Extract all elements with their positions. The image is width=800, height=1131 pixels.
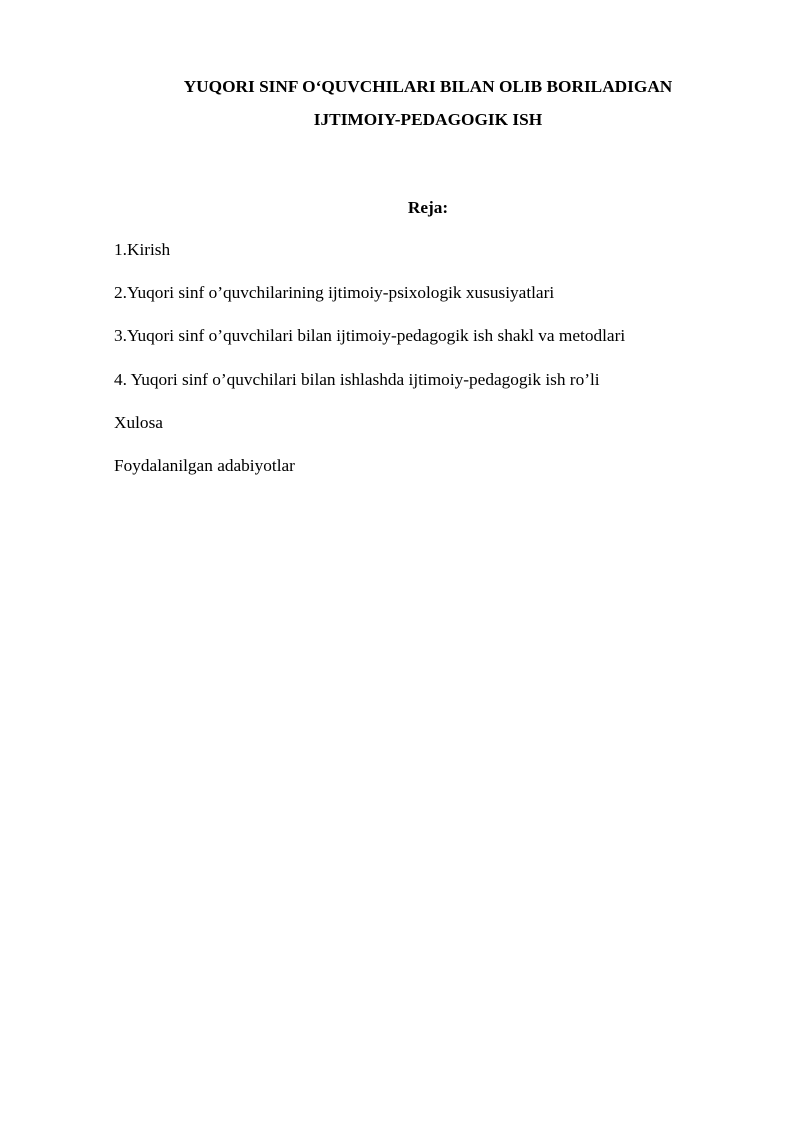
plan-item-introduction: 1.Kirish [114, 240, 171, 259]
plan-item-references: Foydalanilgan adabiyotlar [114, 455, 295, 475]
plan-item-psychological-features: 2.Yuqori sinf o’quvchilarining ijtimoiy-psixologik xususiyatlari [114, 283, 555, 303]
plan-item-role-of-social-pedagogical-work: 4. Yuqori sinf o’quvchilari bilan ishlashda ijtimoiy-pedagogik ish ro’li [114, 369, 600, 389]
plan-item-forms-and-methods: 3.Yuqori sinf o’quvchilari bilan ijtimoiy-pedagogik ish shakl va metodlari [114, 326, 626, 346]
plan-item-conclusion: Xulosa [114, 412, 163, 432]
plan-list [114, 239, 754, 498]
document-title-line-1: YUQORI SINF O‘QUVCHILARI BILAN OLIB BORILADIGAN [183, 77, 673, 96]
plan-heading: Reja: [407, 198, 449, 217]
document-title-line-2: IJTIMOIY-PEDAGOGIK ISH [313, 110, 543, 129]
